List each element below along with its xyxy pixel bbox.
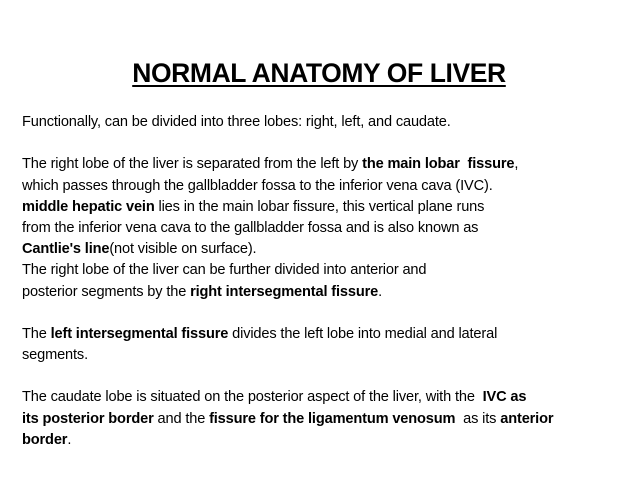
paragraph-2-line-4: from the inferior vena cava to the gallbladder fossa and is also known as: [22, 219, 479, 236]
paragraph-2-line-2: which passes through the gallbladder fossa to the inferior vena cava (IVC).: [22, 177, 493, 194]
paragraph-2-line-5: [22, 239, 622, 260]
slide-title: NORMAL ANATOMY OF LIVER: [132, 58, 506, 88]
text-run: .: [378, 283, 382, 300]
bold-term-middle-hepatic-vein: middle hepatic vein: [22, 198, 155, 215]
paragraph-gap: [22, 366, 622, 387]
paragraph-2-line-1: [22, 154, 622, 175]
text-run: as its: [455, 410, 501, 427]
text-run: (not visible on surface).: [109, 241, 257, 258]
text-run: The caudate lobe is situated on the posterior aspect of the liver, with the: [22, 389, 483, 406]
text-run: divides the left lobe into medial and lateral: [228, 325, 498, 342]
bold-term-ivc-as: IVC as: [482, 389, 527, 406]
text-run: The right lobe of the liver is separated from the left by: [22, 156, 363, 173]
bold-term-ligamentum-venosum: fissure for the ligamentum venosum: [209, 410, 456, 427]
paragraph-3-line-2: segments.: [22, 347, 88, 364]
paragraph-gap: [22, 303, 622, 324]
paragraph-4-line-3: [22, 430, 622, 451]
paragraph-1-line-1: Functionally, can be divided into three lobes: right, left, and caudate.: [22, 114, 451, 130]
paragraph-2-line-6: The right lobe of the liver can be further divided into anterior and: [22, 262, 427, 279]
text-run: lies in the main lobar fissure, this vertical plane runs: [154, 198, 485, 215]
slide-body: [22, 112, 622, 451]
bold-term-cantlies-line: Cantlie's line: [22, 241, 110, 258]
text-run: and the: [153, 410, 210, 427]
text-run: posterior segments by the: [22, 283, 191, 300]
text-run: ,: [514, 156, 519, 173]
paragraph-2-line-3: [22, 197, 622, 218]
paragraph-3-line-1: [22, 324, 622, 345]
bold-term-right-intersegmental-fissure: right intersegmental fissure: [190, 283, 379, 300]
paragraph-4-line-1: [22, 387, 622, 408]
bold-term-border: border: [22, 431, 68, 448]
paragraph-gap: [22, 133, 622, 154]
text-run: .: [67, 431, 72, 448]
bold-term-posterior-border: its posterior border: [22, 410, 154, 427]
text-run: The: [22, 325, 51, 342]
bold-term-anterior: anterior: [500, 410, 554, 427]
bold-term-left-intersegmental-fissure: left intersegmental fissure: [50, 325, 229, 342]
bold-term-main-lobar-fissure: the main lobar fissure: [362, 156, 515, 173]
paragraph-2-line-7: [22, 282, 622, 303]
paragraph-4-line-2: [22, 409, 622, 430]
